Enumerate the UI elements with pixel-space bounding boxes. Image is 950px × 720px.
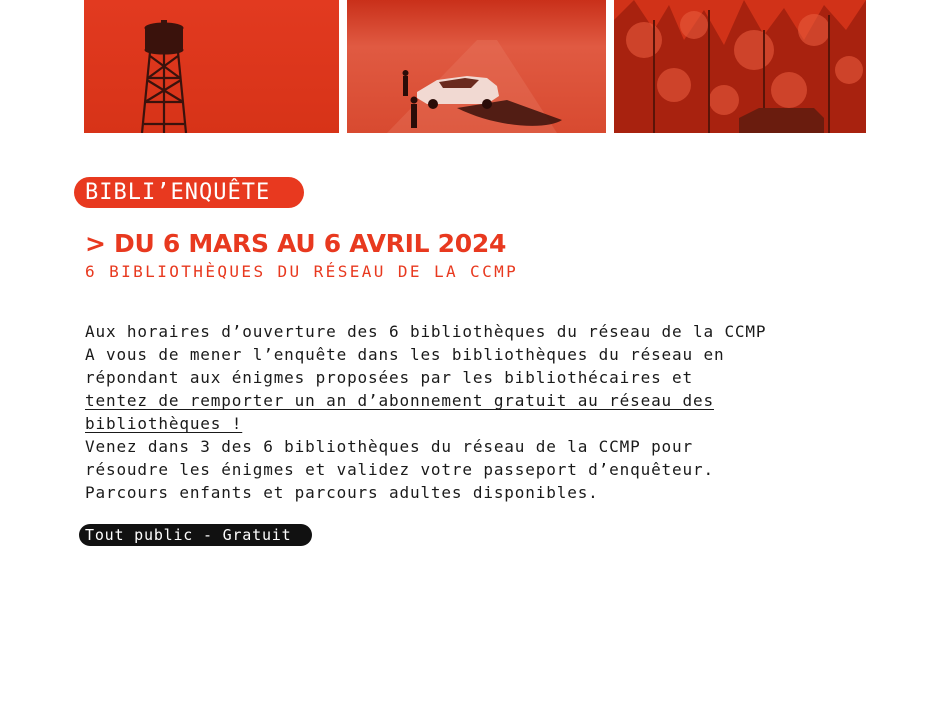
event-dates: > DU 6 MARS AU 6 AVRIL 2024 <box>85 229 507 258</box>
event-tag: BIBLI’ENQUÊTE <box>74 177 304 208</box>
event-description <box>85 320 865 504</box>
description-line: Aux horaires d’ouverture des 6 bibliothèques du réseau de la CCMP <box>85 322 767 341</box>
audience-badge: Tout public - Gratuit <box>79 524 312 546</box>
event-subtitle: 6 BIBLIOTHÈQUES DU RÉSEAU DE LA CCMP <box>85 262 519 281</box>
description-line: Parcours enfants et parcours adultes disponibles. <box>85 483 599 502</box>
description-line: répondant aux énigmes proposées par les bibliothécaires et <box>85 368 694 387</box>
description-line: A vous de mener l’enquête dans les bibliothèques du réseau en <box>85 345 725 364</box>
water-tower-photo <box>84 0 339 133</box>
description-line: résoudre les énigmes et validez votre passeport d’enquêteur. <box>85 460 714 479</box>
description-prize-line: bibliothèques ! <box>85 414 243 433</box>
car-on-road-photo <box>347 0 606 133</box>
description-line: Venez dans 3 des 6 bibliothèques du réseau de la CCMP pour <box>85 437 694 456</box>
forest-house-photo <box>614 0 866 133</box>
description-prize-line: tentez de remporter un an d’abonnement gratuit au réseau des <box>85 391 714 410</box>
